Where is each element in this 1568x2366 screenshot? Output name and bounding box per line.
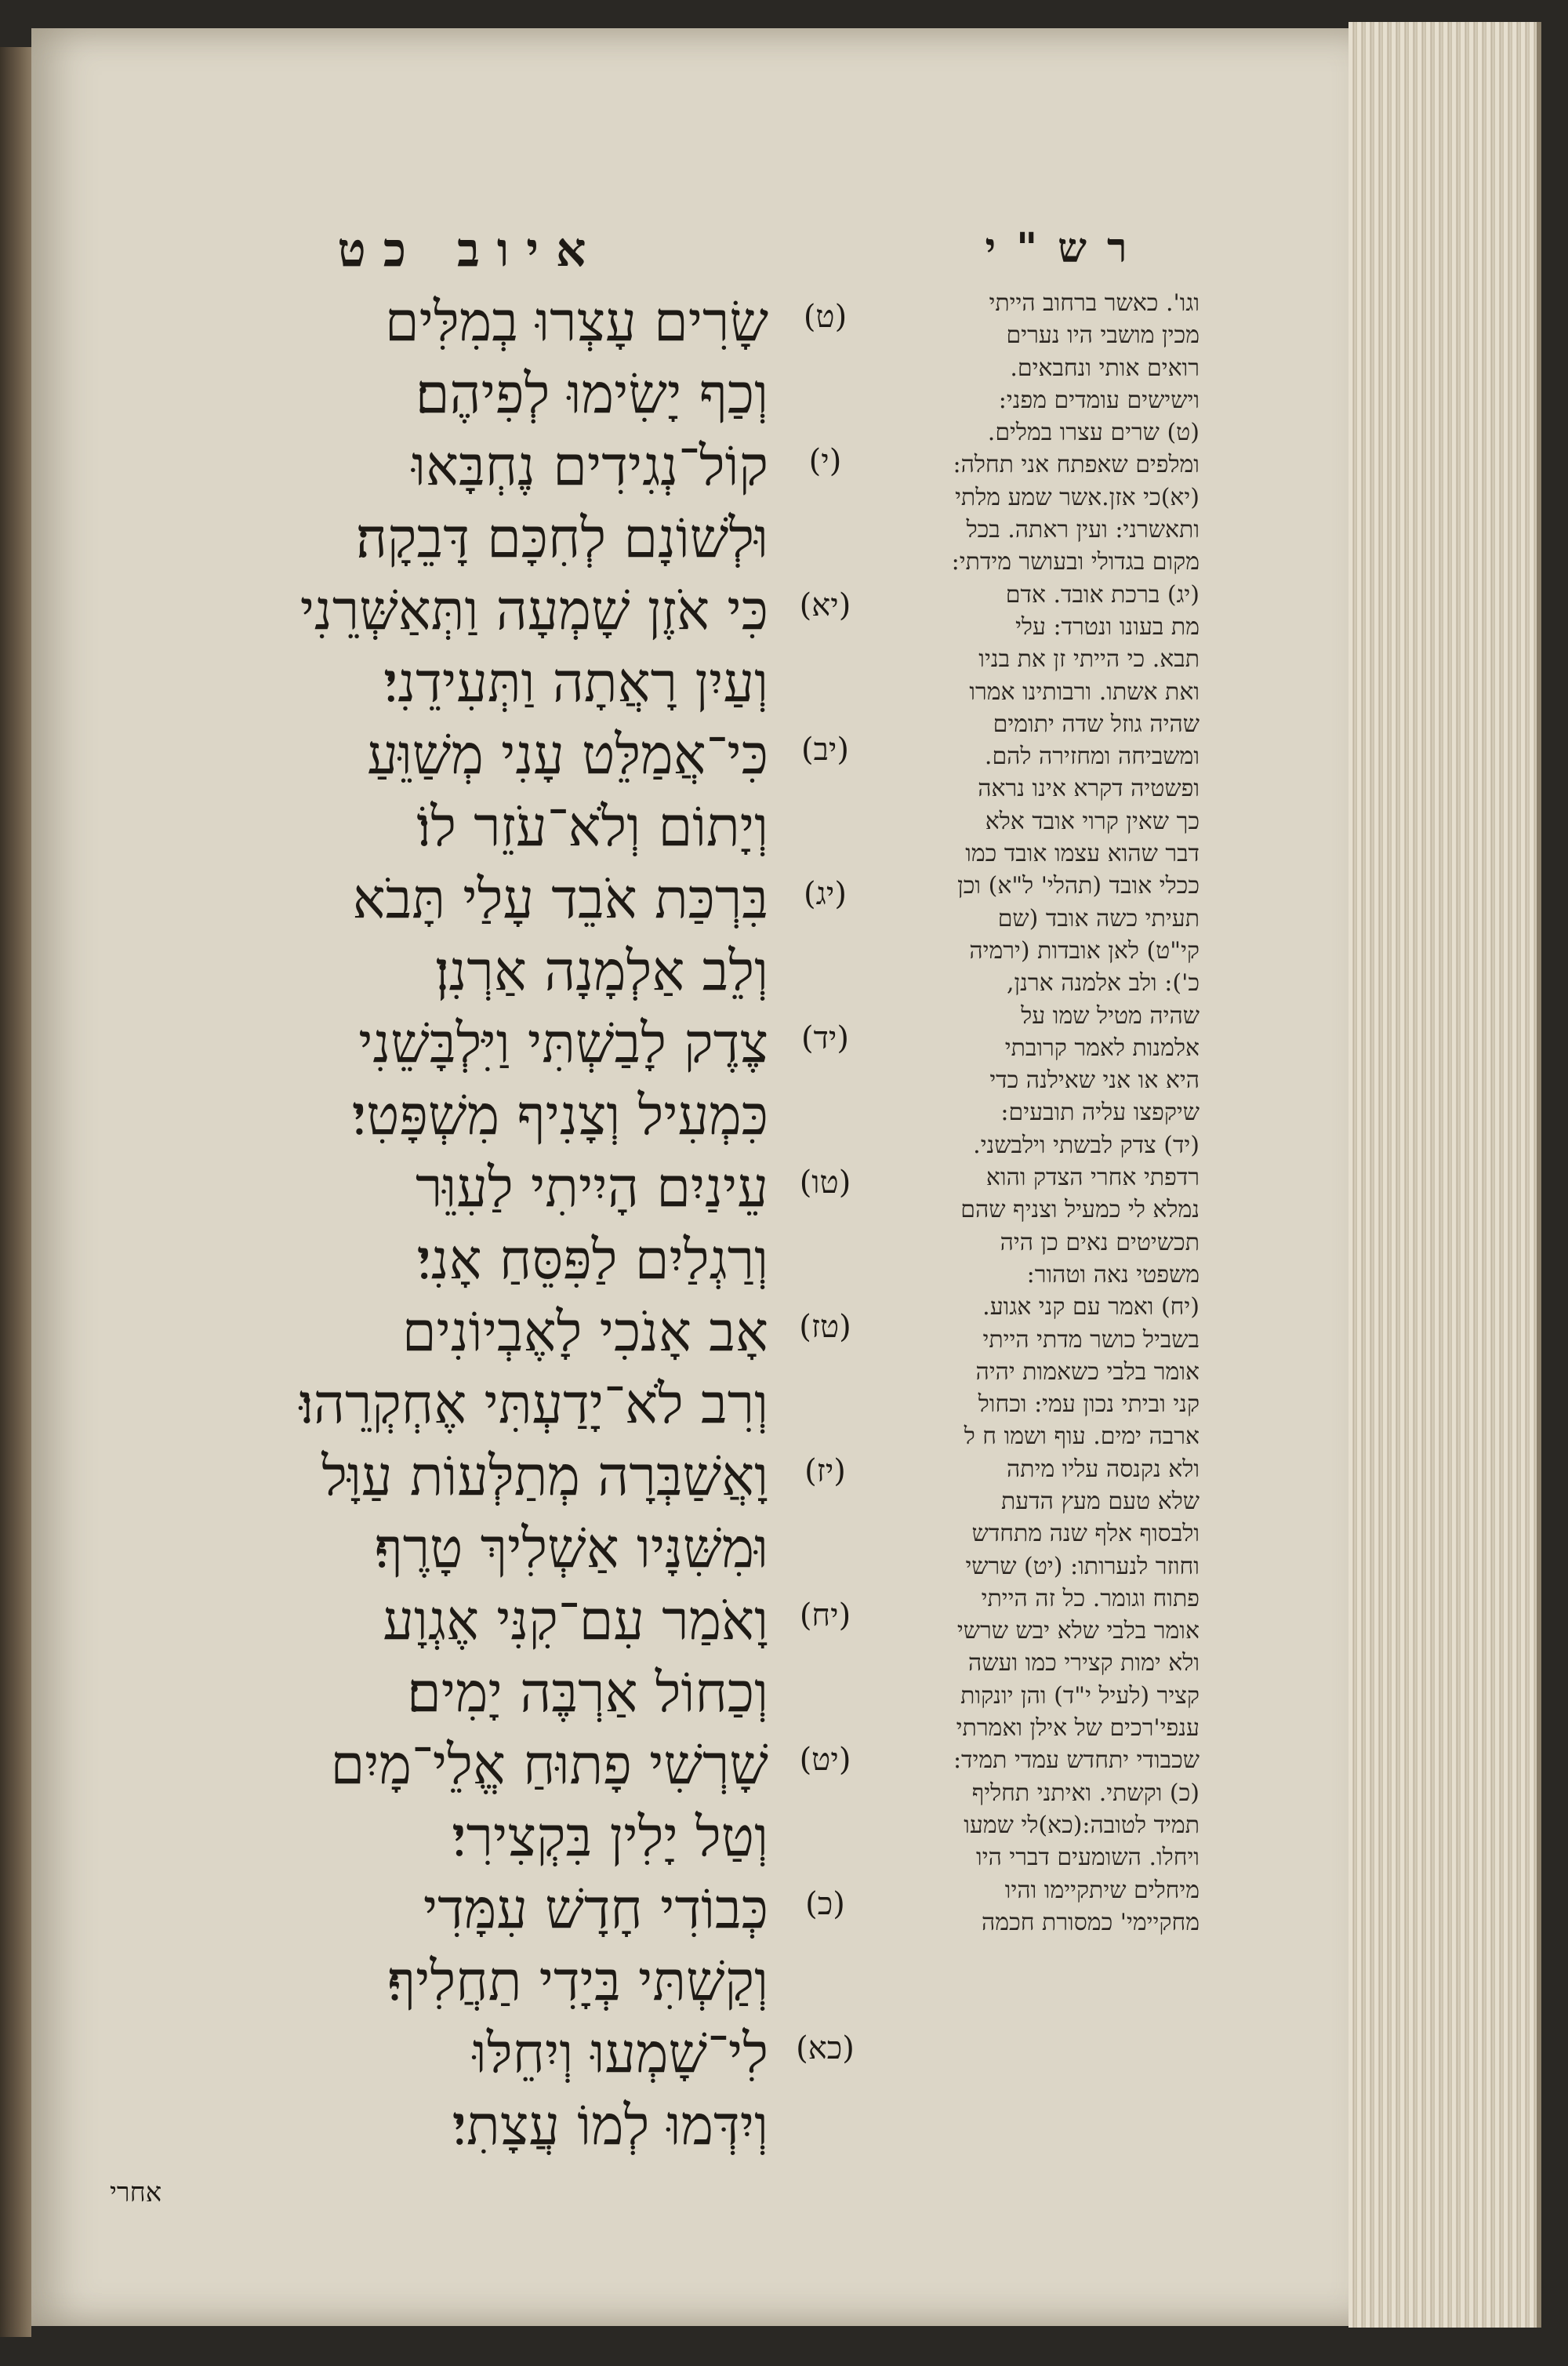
verse-number: (כא): [796, 2030, 855, 2066]
rashi-line: ולבסוף אלף שנה מתחדש: [971, 1520, 1200, 1548]
rashi-line: מקום בגדולי ובעושר מידתי:: [951, 548, 1200, 576]
verse: [172, 720, 862, 864]
verse-number: (ט): [803, 299, 848, 335]
verse: [172, 1730, 862, 1874]
verse-line-second: וְלֵב אַלְמָנָה אַרְנִן׃: [434, 939, 768, 1003]
rashi-line: בשביל כושר מדתי הייתי: [982, 1325, 1200, 1354]
verse-number: (טז): [799, 1309, 851, 1345]
rashi-line: כ'): ולב אלמנה ארנן,: [1006, 969, 1200, 998]
rashi-line: ולא נקנסה עליו מיתה: [1007, 1455, 1200, 1483]
rashi-line: אומר בלבי כשאמות יהיה: [975, 1357, 1200, 1386]
rashi-line: (יד) צדק לבשתי וילבשני.: [973, 1131, 1200, 1159]
rashi-line: שיקפצו עליה תובעים:: [1000, 1099, 1200, 1127]
rashi-line: שכבודי יתחדש עמדי תמיד:: [953, 1746, 1200, 1775]
rashi-line: ככלי אובד (תהלי' ל"א) וכן: [957, 872, 1200, 900]
catchword: אחרי: [110, 2177, 162, 2208]
rashi-line: קי"ט) לאן אובדות (ירמיה: [969, 936, 1200, 965]
verse-line-second: וּמִשִּׁנָּיו אַשְׁלִיךְ טָרֶף׃: [374, 1516, 768, 1580]
rashi-line: תעיתי כשה אובד (שם: [997, 904, 1200, 932]
rashi-line: דבר שהוא עצמו אובד כמו: [965, 840, 1200, 868]
rashi-line: ומשביחה ומחזירה להם.: [984, 743, 1200, 771]
rashi-line: שלא טעם מעץ הדעת: [1000, 1487, 1200, 1515]
verse-number: (יז): [804, 1453, 846, 1489]
rashi-line: וגו'. כאשר ברחוב הייתי: [989, 289, 1200, 317]
verse: [172, 864, 862, 1009]
rashi-commentary-column: [855, 287, 1200, 1939]
rashi-line: ויחלו. השומעים דברי היו: [976, 1844, 1200, 1872]
rashi-line: נמלא לי כמעיל וצניף שהם: [960, 1196, 1200, 1224]
rashi-line: וחוזר לנערותו: (יט) שרשי: [965, 1552, 1200, 1580]
verse: [172, 1586, 862, 1730]
verse-line-second: וְרַגְלַיִם לַפִּסֵּחַ אָנִי׃: [416, 1227, 768, 1292]
running-header-title: איוב כט: [337, 223, 604, 278]
verse-line-first: שָׂרִים עָצְרוּ בְמִלִּים: [384, 289, 768, 354]
verse: [172, 576, 862, 720]
verse-line-first: צֶדֶק לָבַשְׁתִּי וַיִּלְבָּשֵׁנִי: [358, 1011, 768, 1075]
rashi-line: מת בעונו ונטרד: עלי: [1015, 612, 1200, 641]
verse-number: (כ): [805, 1886, 845, 1922]
verse-line-first: בִּרְכַּת אֹבֵד עָלַי תָּבֹא: [352, 867, 768, 931]
verse: [172, 287, 862, 431]
verse-line-second: וְרִב לֹא־יָדַעְתִּי אֶחְקְרֵהוּ׃: [299, 1372, 768, 1436]
rashi-line: תמיד לטובה:(כא)לי שמעו: [964, 1811, 1200, 1839]
rashi-line: ומלפים שאפתח אני תחלה:: [953, 451, 1200, 479]
verse-line-second: וְיִדְּמוּ לְמוֹ עֲצָתִי׃: [452, 2093, 768, 2157]
verse-line-second: וְיָתוֹם וְלֹא־עֹזֵר לוֹ׃: [416, 794, 768, 859]
verse: [172, 1874, 862, 2019]
verse-number: (טו): [799, 1165, 851, 1201]
verse-number: (י): [808, 443, 842, 479]
rashi-line: ותאשרני: ועין ראתה. בכל: [966, 516, 1200, 544]
verse-number: (יא): [799, 587, 851, 623]
facing-page-edge: [0, 47, 31, 2337]
rashi-line: תבא. כי הייתי זן את בניו: [978, 645, 1200, 674]
rashi-line: אומר בלבי שלא יבש שרשי: [956, 1617, 1200, 1645]
rashi-line: וישישים עומדים מפני:: [998, 386, 1200, 414]
verse-line-second: וְכַף יָשִׂימוּ לְפִיהֶם׃: [415, 362, 768, 426]
rashi-line: ארבה ימים. עוף ושמו ח ל: [964, 1423, 1200, 1451]
rashi-line: שהיה גוזל שדה יתומים: [993, 710, 1200, 738]
page-block-edge: [1348, 22, 1541, 2328]
verse-line-first: עֵינַיִם הָיִיתִי לַעִוֵּר: [416, 1155, 768, 1219]
rashi-line: רואים אותי ונחבאים.: [1010, 354, 1200, 382]
verse-line-first: וָאֹמַר עִם־קִנִּי אֶגְוָע: [383, 1588, 768, 1652]
verse-line-first: שָׁרְשִׁי פָתוּחַ אֱלֵי־מָיִם: [330, 1732, 768, 1797]
verse-line-first: קוֹל־נְגִידִים נֶחְבָּאוּ: [412, 434, 768, 498]
verse-line-first: כִּי־אֲמַלֵּט עָנִי מְשַׁוֵּעַ: [367, 722, 768, 787]
scripture-column: [172, 287, 862, 2163]
rashi-line: מיחלים שיתקיימו והיו: [1004, 1876, 1200, 1904]
verse: [172, 431, 862, 576]
running-header-commentary: רש"י: [985, 224, 1148, 272]
rashi-line: ענפי'רכים של אילן ואמרתי: [956, 1714, 1200, 1743]
verse-line-first: אָב אָנֹכִי לָאֶבְיוֹנִים: [401, 1299, 768, 1364]
rashi-line: רדפתי אחרי הצדק והוא: [985, 1164, 1200, 1192]
verse-line-second: וְקַשְׁתִּי בְּיָדִי תַחֲלִיף׃: [387, 1949, 768, 2013]
rashi-line: (יג) ברכת אובד. אדם: [1005, 580, 1200, 609]
verse-number: (יח): [799, 1597, 851, 1634]
rashi-line: כך שאין קרוי אובד אלא: [985, 807, 1200, 835]
verse: [172, 2019, 862, 2163]
verse-line-first: כִּי אֹזֶן שָׁמְעָה וַתְּאַשְּׁרֵנִי: [299, 578, 768, 642]
verse: [172, 1009, 862, 1153]
rashi-line: (יח) ואמר עם קני אגוע.: [982, 1293, 1200, 1321]
verse-line-first: כְּבוֹדִי חָדָשׁ עִמָּדִי: [423, 1877, 768, 1941]
rashi-line: פתוח וגומר. כל זה הייתי: [981, 1584, 1200, 1612]
verse-number: (יט): [799, 1742, 851, 1778]
rashi-line: מכין מושבי היו נערים: [1006, 322, 1200, 350]
verse-line-second: וּלְשׁוֹנָם לְחִכָּם דָּבֵקָה׃: [355, 506, 768, 570]
verse-line-second: כִּמְעִיל וְצָנִיף מִשְׁפָּטִי׃: [351, 1083, 768, 1147]
rashi-line: מחקיימי' כמסורת חכמה: [982, 1908, 1200, 1936]
rashi-line: תכשיטים נאים כן היה: [1000, 1228, 1200, 1256]
rashi-line: ואת אשתו. ורבותינו אמרו: [969, 678, 1200, 706]
rashi-line: ולא ימות קצירי כמו ועשה: [968, 1649, 1200, 1677]
verse-line-second: וְטַל יָלִין בִּקְצִירִי׃: [452, 1804, 768, 1869]
rashi-line: (יא)כי אזן.אשר שמע מלתי: [955, 483, 1200, 511]
verse: [172, 1153, 862, 1297]
verse: [172, 1441, 862, 1586]
rashi-line: היא או אני שאילנה כדי: [989, 1067, 1200, 1095]
rashi-line: קציר (לעיל י"ד) והן יונקות: [960, 1681, 1200, 1710]
rashi-line: משפטי נאה וטהור:: [1026, 1260, 1200, 1288]
book-page: [31, 28, 1380, 2326]
verse-line-second: וְעַיִן רָאֲתָה וַתְּעִידֵנִי׃: [383, 650, 768, 714]
verse-line-first: וָאֲשַׁבְּרָה מְתַלְּעוֹת עַוָּל: [321, 1444, 768, 1508]
verse-number: (יד): [801, 1020, 849, 1056]
rashi-line: ופשטיה דקרא אינו נראה: [978, 775, 1200, 803]
verse-number: (יב): [801, 732, 849, 768]
verse: [172, 1297, 862, 1441]
rashi-line: קני וביתי נכון עמי: וכחול: [978, 1390, 1200, 1419]
rashi-line: (ט) שרים עצרו במלים.: [987, 419, 1200, 447]
rashi-line: אלמנות לאמר קרובתי: [1004, 1034, 1200, 1062]
rashi-line: (כ) וקשתי. ואיתני תחליף: [971, 1779, 1200, 1807]
verse-line-second: וְכַחוֹל אַרְבֶּה יָמִים׃: [407, 1660, 768, 1725]
verse-line-first: לִי־שָׁמְעוּ וְיִחֵלּוּ: [472, 2021, 768, 2085]
verse-number: (יג): [804, 876, 847, 912]
rashi-line: שהיה מטיל שמו על: [1021, 1001, 1200, 1030]
